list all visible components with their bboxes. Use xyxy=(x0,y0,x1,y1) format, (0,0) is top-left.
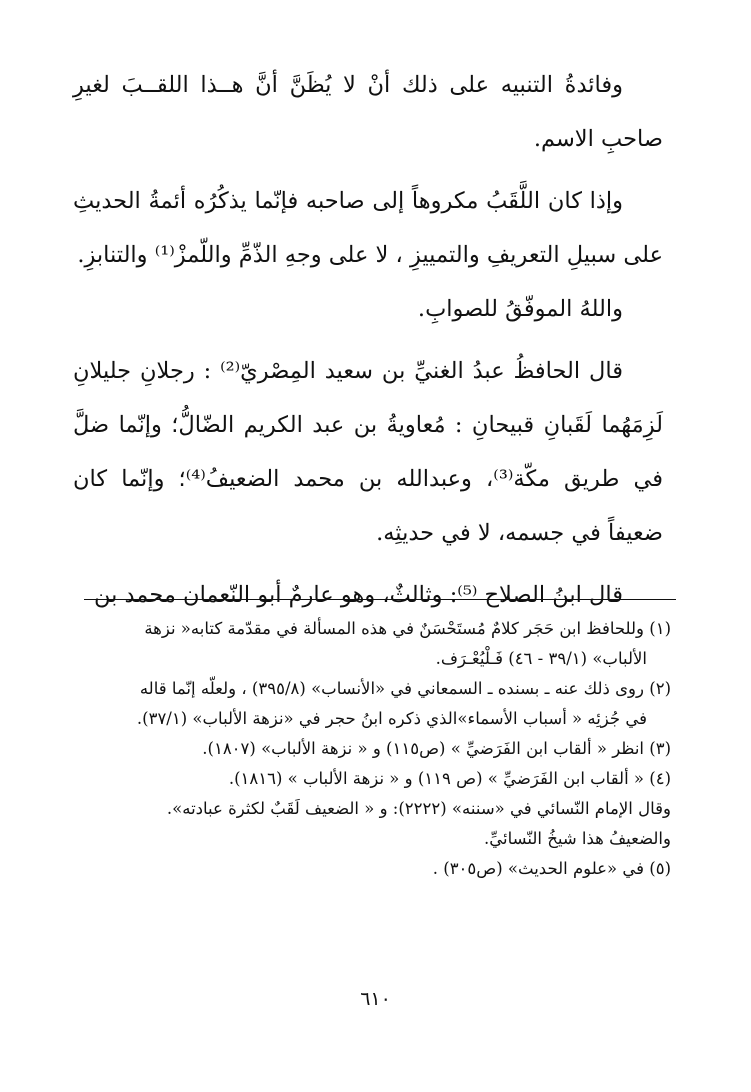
footnote-2: (٢) روى ذلك عنه ـ بسنده ـ السمعاني في «الأنساب» (٣٩٥/٨) ، ولعلّه إنّما قاله xyxy=(139,679,671,698)
footnote-3: (٣) انظر « ألقاب ابن الفَرَضيِّ » (ص١١٥) و « نزهة الألباب» (١٨٠٧). xyxy=(202,739,671,758)
footnote-5: (٥) في «علوم الحديث» (ص٣٠٥) . xyxy=(432,859,671,878)
paragraph-1: وفائدةُ التنبيه على ذلك أنْ لا يُظَنَّ أنَّ هــذا اللقــبَ لغيرِ صاحبِ الاسم. xyxy=(73,72,663,152)
footnote-1: (١) وللحافظ ابن حَجَر كلامٌ مُستَحْسَنٌ في هذه المسألة في مقدّمة كتابه« نزهة xyxy=(144,619,671,638)
footnote-4-note: وقال الإمام النّسائي في «سننه» (٢٢٢٢): و « الضعيف لَقَبٌ لكثرة عبادته». xyxy=(166,799,671,818)
footnote-4: (٤) « ألقاب ابن الفَرَضيِّ » (ص ١١٩) و « نزهة الألباب » (١٨١٦). xyxy=(228,769,671,788)
paragraph-5: قال ابنُ الصلاح ⁽⁵⁾: وثالثٌ، وهو عارمٌ أبو النّعمان محمد بن xyxy=(93,582,623,608)
paragraph-3: واللهُ الموفّقُ للصوابِ. xyxy=(417,296,623,322)
footnote-1-continued: الألباب» (٣٩/١ - ٤٦) فَـلْيُعْـرَف. xyxy=(435,649,647,668)
footnote-separator xyxy=(84,599,676,600)
main-text xyxy=(73,58,663,622)
footnote-4-note-continued: والضعيفُ هذا شيخُ النّسائيِّ. xyxy=(484,829,671,848)
paragraph-2: وإذا كان اللَّقَبُ مكروهاً إلى صاحبه فإنّما يذكُرُه أئمةُ الحديثِ على سبيلِ التعريفِ والتمييزِ ، لا على وجهِ الذّمِّ واللّمزْ⁽¹⁾ والتنابزِ. xyxy=(73,188,663,268)
footnote-2-continued: في جُزئِه « أسباب الأسماء»الذي ذكره ابنُ حجر في «نزهة الألباب» (٣٧/١). xyxy=(136,709,647,728)
paragraph-4: قال الحافظُ عبدُ الغنيِّ بن سعيد المِصْريّ⁽²⁾ : رجلانِ جليلانِ لَزِمَهُما لَقَبانِ قبيحانِ : مُعاويةُ بن عبد الكريم الضّالُّ؛ وإنّما ضلَّ في طريق مكّة⁽³⁾، وعبدالله بن محمد الضعيفُ⁽⁴⁾؛ وإنّما كان ضعيفاً في جسمه، لا في حديثِه. xyxy=(73,358,663,546)
page-number: ٦١٠ xyxy=(360,988,391,1010)
footnotes xyxy=(71,614,671,884)
